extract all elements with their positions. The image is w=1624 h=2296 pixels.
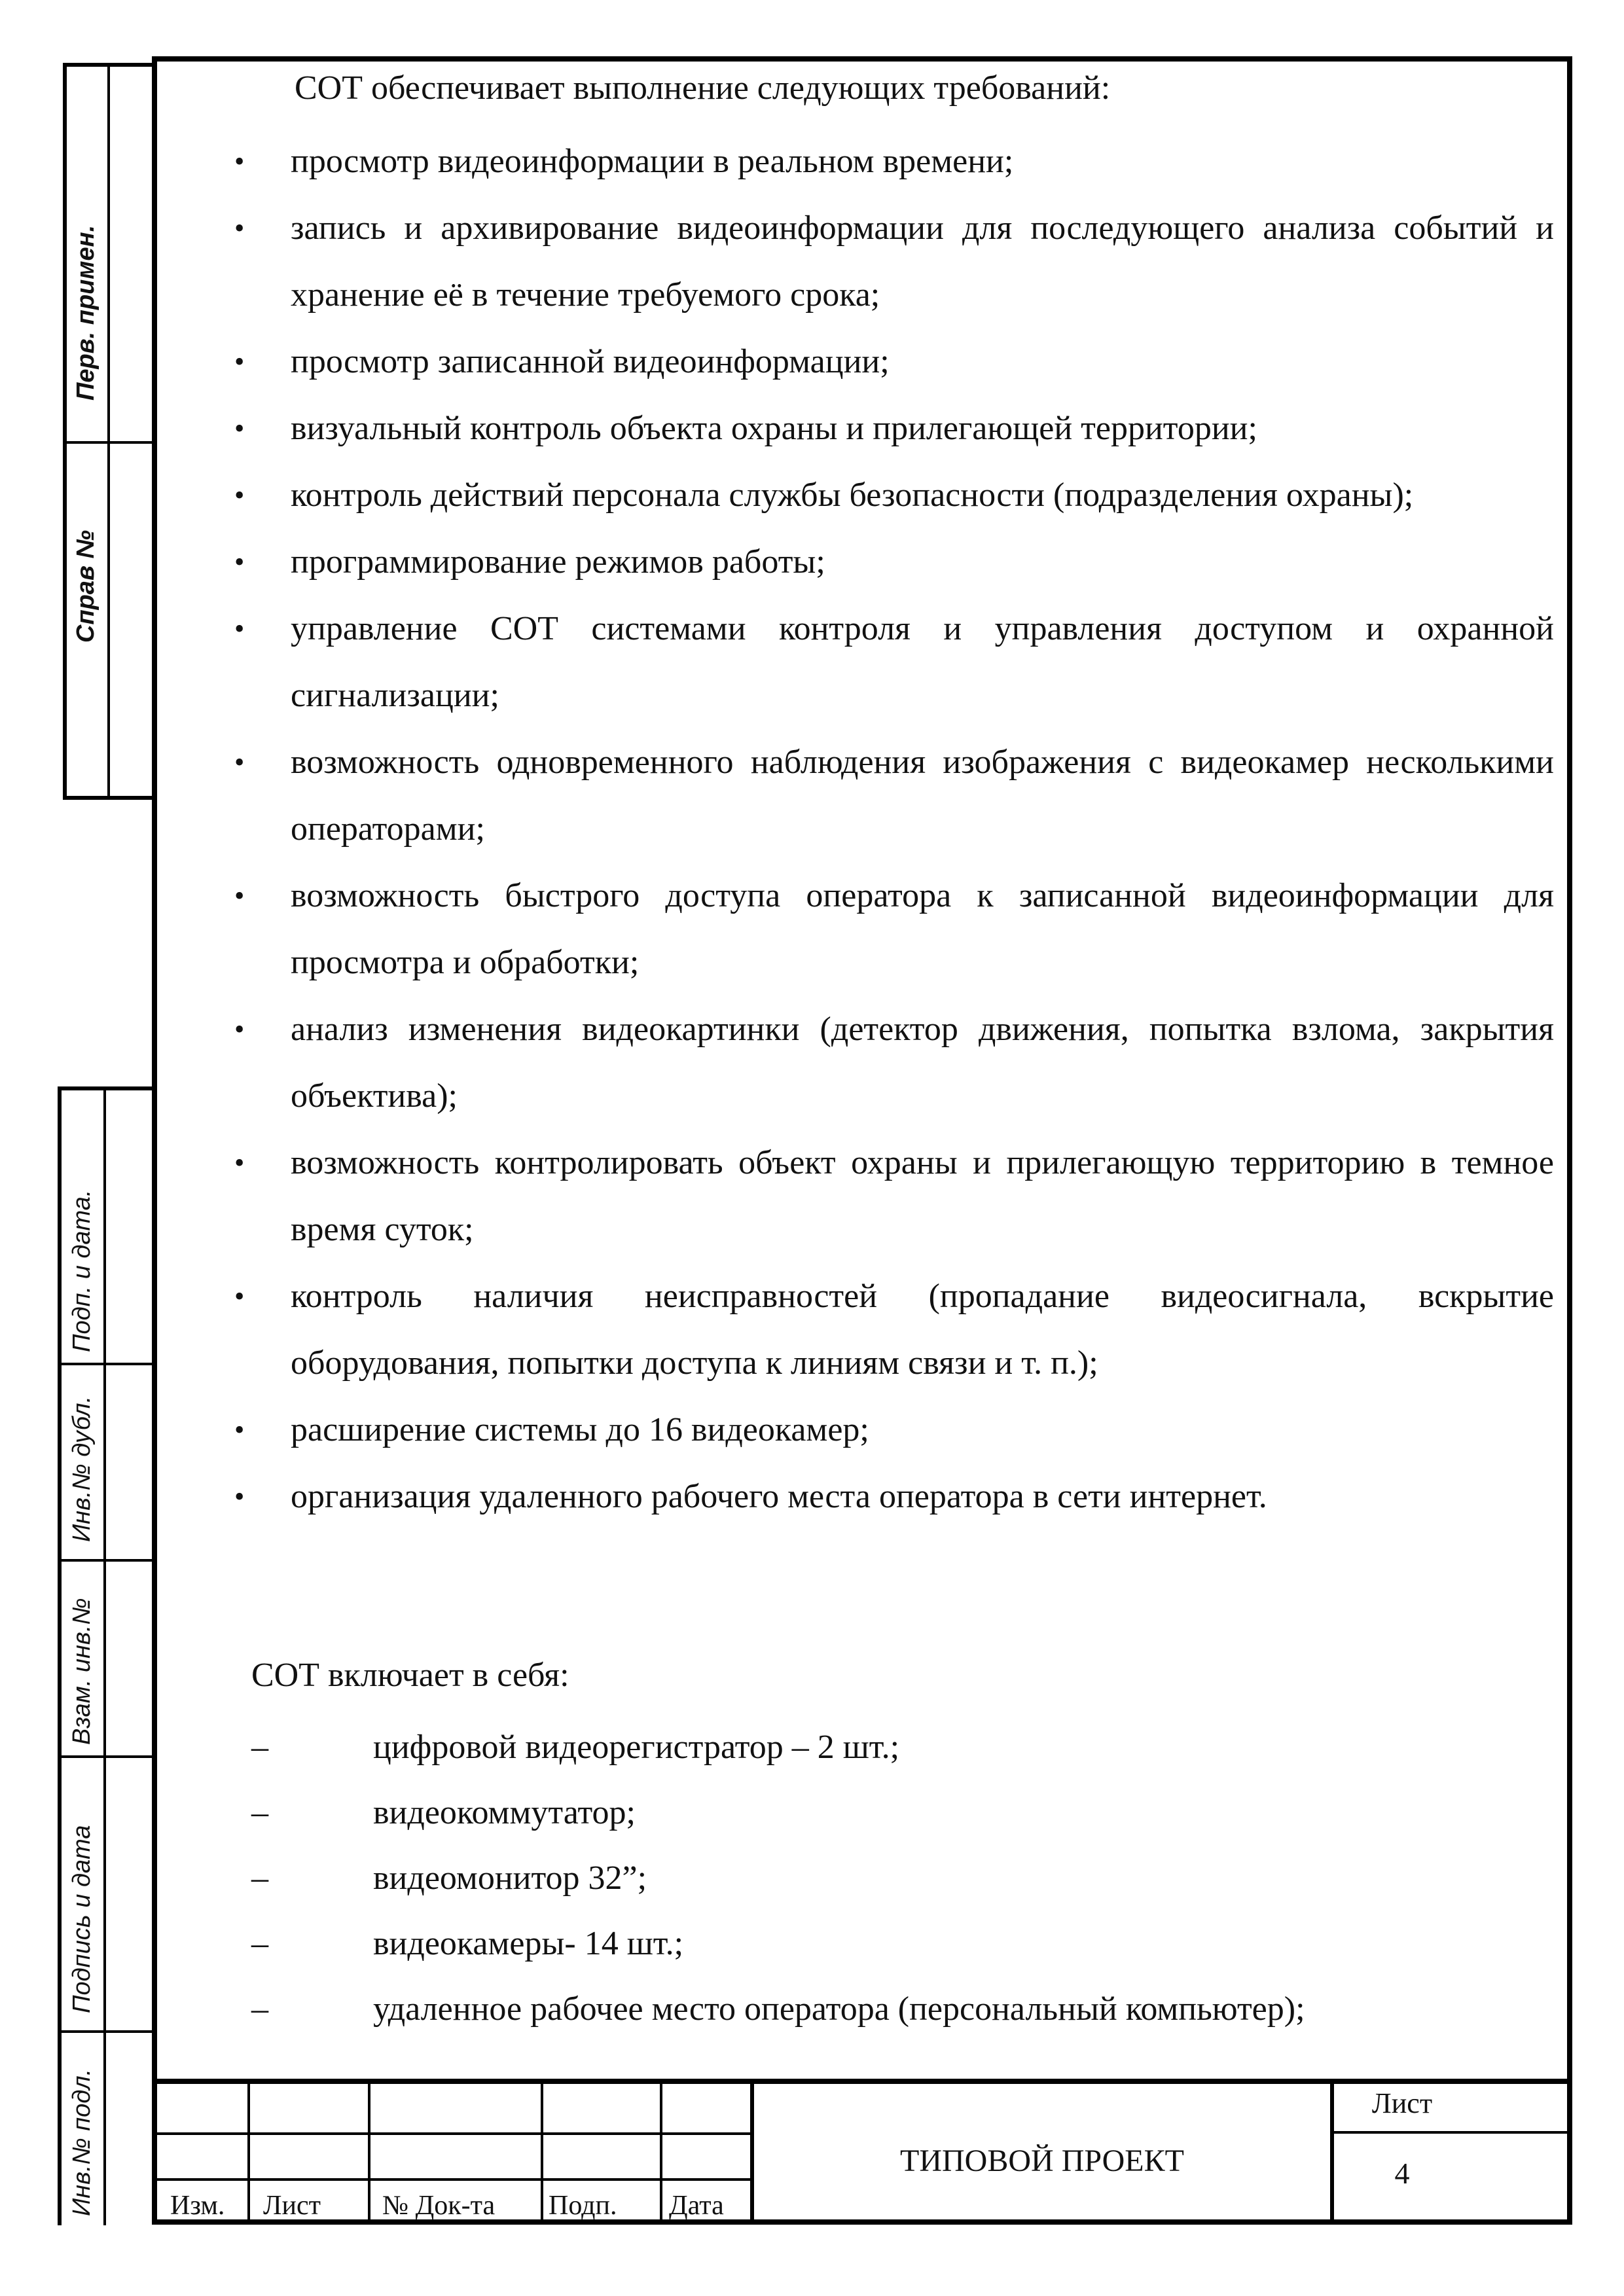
list-item-text: анализ изменения видеокартинки (детектор движения, попытка взлома, закрытия объектива); — [291, 1011, 1554, 1115]
col-dok-label: № Док-та — [382, 2191, 496, 2221]
list-item — [223, 128, 1554, 195]
composition-title: СОТ включает в себя: — [251, 1657, 569, 1694]
list-item-text: контроль наличия неисправностей (пропадание видеосигнала, вскрытие оборудования, попытки доступа к линиям связи и т. п.); — [291, 1278, 1554, 1382]
list-item-text: возможность контролировать объект охраны и прилегающую территорию в темное время суток; — [291, 1144, 1554, 1248]
requirements-intro: СОТ обеспечивает выполнение следующих требований: — [295, 69, 1111, 107]
list-item-text: удаленное рабочее место оператора (персональный компьютер); — [373, 1990, 1305, 2028]
title-block — [152, 2079, 1572, 2225]
side-stamp-divider — [67, 441, 152, 444]
side-stamp-divider — [107, 67, 110, 796]
title-block-divider — [152, 2178, 750, 2181]
list-item — [223, 1397, 1554, 1463]
inv-no-dubl-label: Инв.№ дубл. — [68, 1395, 96, 1542]
inv-no-podl-label: Инв.№ подл. — [68, 2068, 96, 2216]
list-item — [223, 462, 1554, 529]
list-item-text: возможность быстрого доступа оператора к записанной видеоинформации для просмотра и обработки; — [291, 877, 1554, 981]
vzam-inv-no-label: Взам. инв.№ — [68, 1598, 96, 1745]
dash-icon: – — [251, 1859, 268, 1897]
list-item — [223, 596, 1554, 729]
list-item — [223, 329, 1554, 395]
list-item — [223, 729, 1554, 863]
bullet-icon: • — [234, 1414, 245, 1446]
list-item-text: программирование режимов работы; — [291, 543, 825, 581]
bullet-icon: • — [234, 1013, 245, 1045]
list-item — [223, 863, 1554, 996]
sprav-no-label: Справ № — [72, 529, 99, 643]
list-item-text: видеокоммутатор; — [373, 1794, 636, 1831]
list-item-text: контроль действий персонала службы безопасности (подразделения охраны); — [291, 476, 1414, 514]
side-stamp-divider — [62, 2030, 152, 2033]
list-item — [249, 1715, 1305, 1780]
bullet-icon: • — [234, 346, 245, 378]
bullet-icon: • — [234, 613, 245, 645]
list-item-text: организация удаленного рабочего места оператора в сети интернет. — [291, 1478, 1267, 1515]
title-block-divider — [152, 2132, 750, 2135]
col-podp-label: Подп. — [549, 2191, 617, 2221]
list-item-text: цифровой видеорегистратор – 2 шт.; — [373, 1729, 900, 1766]
document-title: ТИПОВОЙ ПРОЕКТ — [900, 2144, 1184, 2178]
list-item — [223, 395, 1554, 462]
list-item-text: запись и архивирование видеоинформации для последующего анализа событий и хранение её в течение требуемого срока; — [291, 209, 1554, 314]
title-block-divider — [1330, 2131, 1567, 2134]
list-item — [249, 1780, 1305, 1846]
sheet-label: Лист — [1371, 2087, 1433, 2119]
col-list-label: Лист — [263, 2191, 321, 2221]
list-item — [249, 1846, 1305, 1911]
dash-icon: – — [251, 1794, 268, 1831]
requirements-list — [223, 128, 1554, 1530]
list-item — [223, 1463, 1554, 1530]
perv-primen-label: Перв. примен. — [72, 224, 99, 401]
list-item-text: видеомонитор 32”; — [373, 1859, 647, 1897]
list-item — [223, 1130, 1554, 1263]
list-item — [223, 529, 1554, 596]
title-block-divider — [247, 2084, 250, 2225]
list-item-text: возможность одновременного наблюдения изображения с видеокамер несколькими операторами; — [291, 744, 1554, 848]
bullet-icon: • — [234, 880, 245, 912]
bullet-icon: • — [234, 1147, 245, 1179]
podp-i-data-label: Подп. и дата. — [68, 1189, 96, 1352]
list-item-text: управление СОТ системами контроля и управления доступом и охранной сигнализации; — [291, 610, 1554, 714]
list-item-text: визуальный контроль объекта охраны и прилегающей территории; — [291, 410, 1257, 447]
title-block-divider — [541, 2084, 543, 2225]
dash-icon: – — [251, 1925, 268, 1962]
composition-list — [249, 1715, 1305, 2042]
side-stamp-divider — [62, 1755, 152, 1758]
side-stamp-divider — [103, 1090, 106, 2225]
dash-icon: – — [251, 1990, 268, 2028]
bullet-icon: • — [234, 212, 245, 244]
title-block-divider — [368, 2084, 370, 2225]
list-item-text: видеокамеры- 14 шт.; — [373, 1925, 684, 1962]
title-block-divider — [660, 2084, 662, 2225]
col-data-label: Дата — [669, 2191, 724, 2221]
list-item — [223, 195, 1554, 329]
side-stamp-divider — [62, 1363, 152, 1365]
list-item — [223, 996, 1554, 1130]
podpis-i-data-label: Подпись и дата — [68, 1825, 96, 2013]
list-item — [249, 1911, 1305, 1977]
col-izm-label: Изм. — [170, 2191, 225, 2221]
bullet-icon: • — [234, 145, 245, 177]
sheet-number: 4 — [1394, 2157, 1410, 2190]
bullet-icon: • — [234, 546, 245, 578]
bullet-icon: • — [234, 1480, 245, 1513]
list-item — [249, 1977, 1305, 2042]
side-stamp-top — [63, 63, 152, 800]
dash-icon: – — [251, 1729, 268, 1766]
list-item — [223, 1263, 1554, 1397]
bullet-icon: • — [234, 479, 245, 511]
list-item-text: просмотр видеоинформации в реальном времени; — [291, 143, 1014, 180]
bullet-icon: • — [234, 1280, 245, 1312]
side-stamp-divider — [62, 1559, 152, 1562]
bullet-icon: • — [234, 746, 245, 778]
bullet-icon: • — [234, 412, 245, 444]
list-item-text: расширение системы до 16 видеокамер; — [291, 1411, 869, 1448]
side-stamp-bottom — [58, 1086, 152, 2225]
list-item-text: просмотр записанной видеоинформации; — [291, 343, 890, 380]
